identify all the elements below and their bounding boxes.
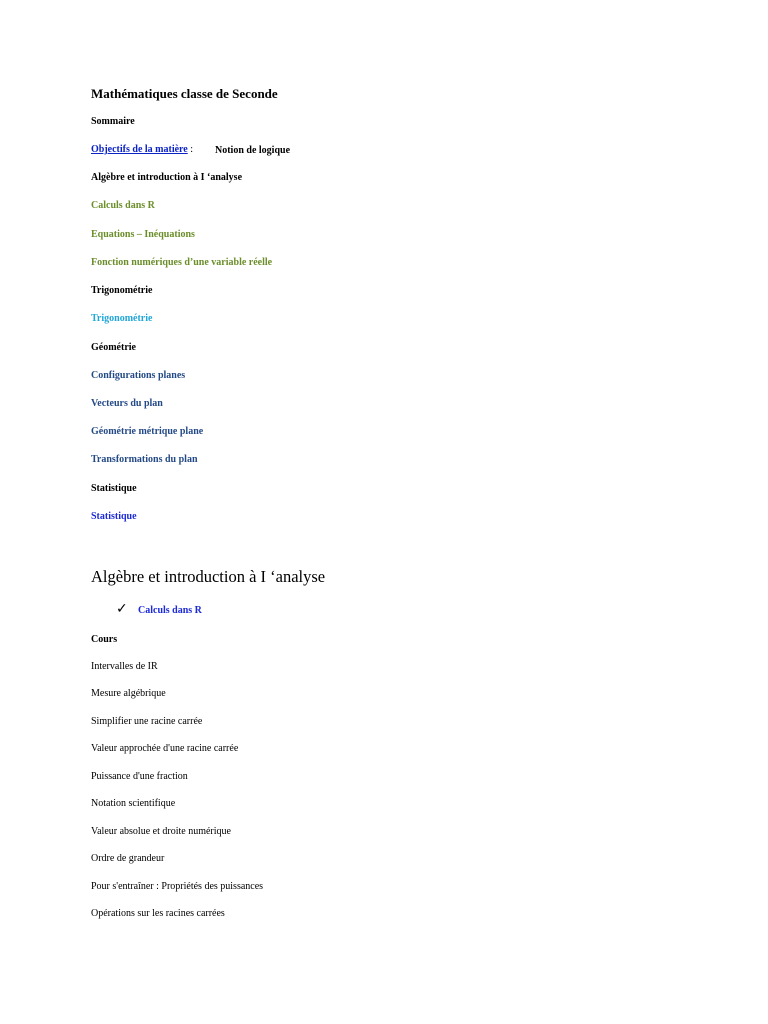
- checkmark-icon: ✓: [116, 601, 128, 617]
- cours-item-7: Ordre de grandeur: [91, 853, 165, 864]
- summary-statistique-heading: Statistique: [91, 483, 137, 494]
- cours-item-1: Mesure algébrique: [91, 688, 166, 699]
- cours-item-4: Puissance d'une fraction: [91, 771, 188, 782]
- summary-trigo-heading: Trigonométrie: [91, 285, 153, 296]
- summary-geometrie-heading: Géométrie: [91, 342, 136, 353]
- summary-algebre-heading: Algèbre et introduction à I ‘analyse: [91, 172, 243, 183]
- summary-link-trigonometrie[interactable]: Trigonométrie: [91, 313, 153, 324]
- cours-item-3: Valeur approchée d'une racine carrée: [91, 743, 239, 754]
- summary-link-geometrie-metrique[interactable]: Géométrie métrique plane: [91, 426, 204, 437]
- summary-link-equations[interactable]: Equations – Inéquations: [91, 229, 195, 240]
- objectifs-colon: :: [187, 144, 194, 155]
- cours-item-9: Opérations sur les racines carrées: [91, 908, 225, 919]
- summary-link-transformations[interactable]: Transformations du plan: [91, 454, 198, 465]
- summary-label: Sommaire: [91, 116, 135, 127]
- cours-item-0: Intervalles de IR: [91, 661, 158, 672]
- summary-link-fonctions[interactable]: Fonction numériques d’une variable réelle: [91, 257, 273, 268]
- section-link-calculs[interactable]: Calculs dans R: [138, 605, 202, 616]
- objectifs-link[interactable]: Objectifs de la matière: [91, 144, 188, 155]
- cours-label: Cours: [91, 634, 118, 645]
- summary-link-calculs[interactable]: Calculs dans R: [91, 200, 155, 211]
- summary-link-statistique[interactable]: Statistique: [91, 511, 137, 522]
- summary-link-configurations[interactable]: Configurations planes: [91, 370, 186, 381]
- summary-link-vecteurs[interactable]: Vecteurs du plan: [91, 398, 163, 409]
- cours-item-6: Valeur absolue et droite numérique: [91, 826, 231, 837]
- cours-item-8: Pour s'entraîner : Propriétés des puissances: [91, 881, 264, 892]
- summary-objectifs-row: [91, 145, 193, 155]
- section-heading-algebre: Algèbre et introduction à I ‘analyse: [91, 567, 326, 586]
- document-title: Mathématiques classe de Seconde: [91, 86, 278, 101]
- cours-item-5: Notation scientifique: [91, 798, 176, 809]
- notion-logique-label: Notion de logique: [215, 145, 291, 156]
- cours-item-2: Simplifier une racine carrée: [91, 716, 203, 727]
